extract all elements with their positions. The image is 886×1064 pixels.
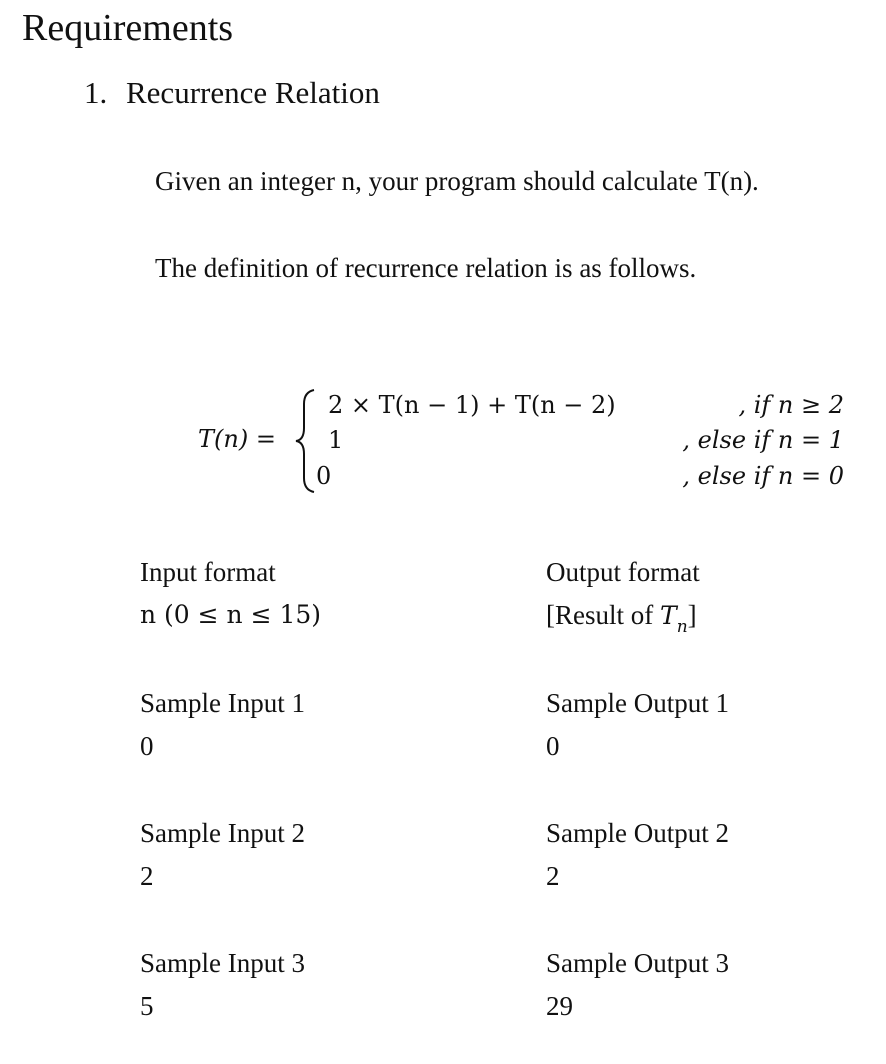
case-3-condition-text: , else if n = 0 [682,462,844,490]
section-number: 1. [84,75,108,110]
sample-input-value: 5 [140,991,154,1021]
sample-output-value: 29 [546,991,573,1021]
sample-input-label: Sample Input 3 [140,948,305,978]
output-format-suffix: ] [687,600,697,630]
case-1-condition [738,390,844,420]
formula-lhs-text: T(n) = [198,425,276,453]
output-format-var: T [660,601,677,630]
sample-input-label: Sample Input 1 [140,688,305,718]
sample-input-value: 0 [140,731,154,761]
sample-input-label: Sample Input 2 [140,818,305,848]
intro-paragraph: Given an integer n, your program should calculate T(n). [155,166,759,196]
case-3-expression: 0 [316,462,332,490]
case-1-expression: 2 × T(n − 1) + T(n − 2) [328,391,616,419]
output-format-label: Output format [546,557,700,587]
sample-output-label: Sample Output 1 [546,688,729,718]
case-3-condition [682,461,844,491]
section-title: Recurrence Relation [126,75,380,110]
case-2-expression: 1 [328,426,344,454]
sample-output-value: 0 [546,731,560,761]
left-brace-icon [292,388,318,494]
input-format-value: n (0 ≤ n ≤ 15) [140,600,322,629]
page-heading: Requirements [22,7,234,49]
case-1-condition-text: , if n ≥ 2 [738,391,844,419]
output-format-value [546,599,697,635]
sample-output-label: Sample Output 3 [546,948,729,978]
definition-paragraph: The definition of recurrence relation is as follows. [155,253,697,283]
sample-output-label: Sample Output 2 [546,818,729,848]
sample-input-value: 2 [140,861,154,891]
sample-output-value: 2 [546,861,560,891]
output-format-prefix: [Result of [546,600,660,630]
case-2-condition-text: , else if n = 1 [682,426,844,454]
input-format-label: Input format [140,557,276,587]
output-format-sub: n [676,617,688,637]
formula-lhs [198,424,276,454]
case-2-condition [682,425,844,455]
